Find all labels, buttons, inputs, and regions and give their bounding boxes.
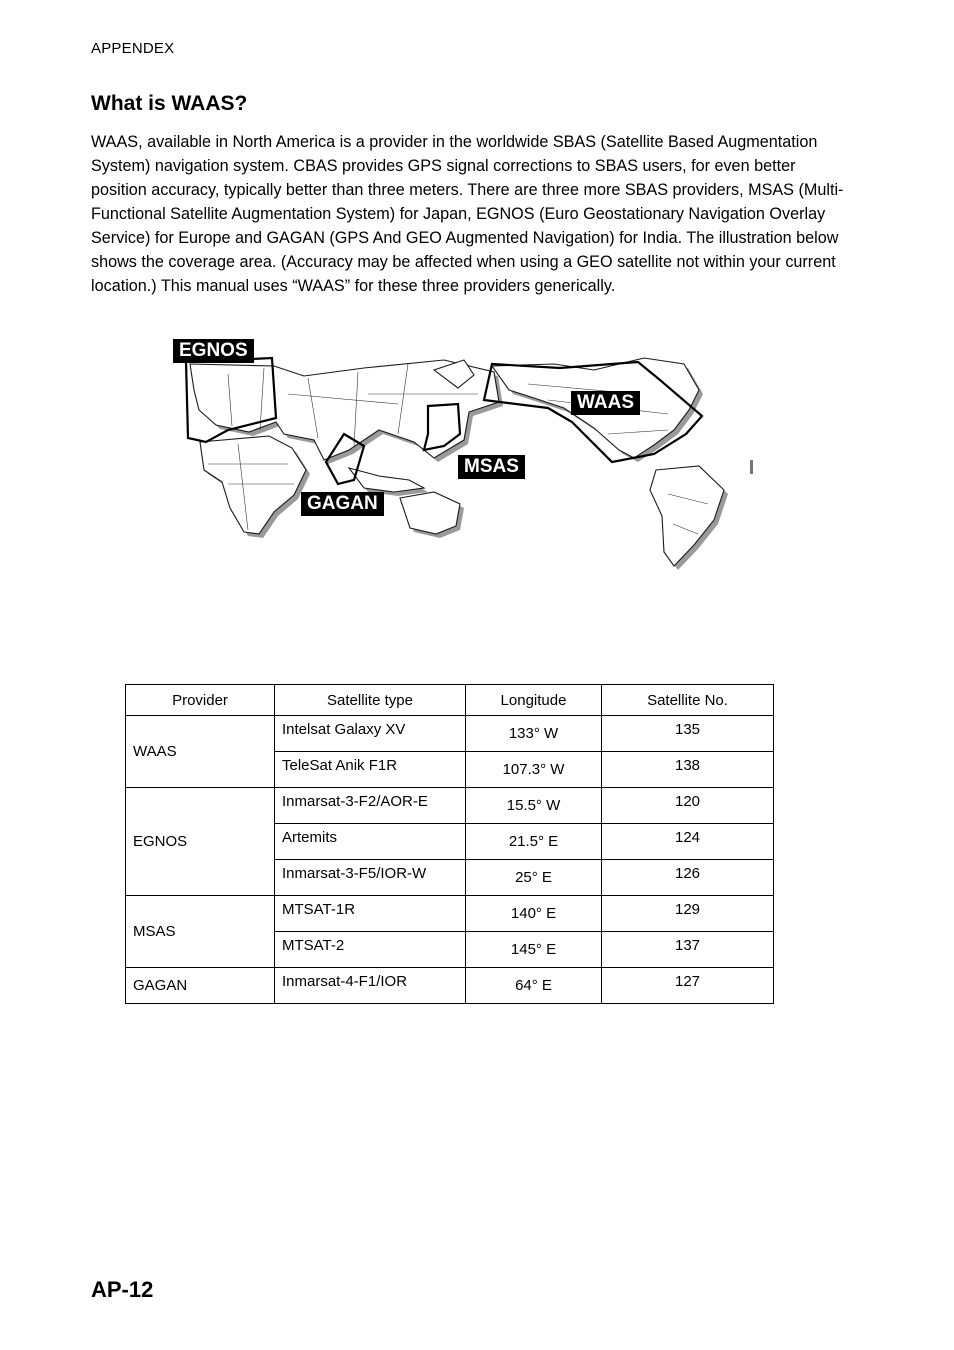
longitude-cell: 21.5° E [466,824,602,860]
table-row [126,716,774,752]
egnos-label: EGNOS [173,339,254,363]
land-masses [190,358,724,566]
sbas-satellite-table [125,684,774,1004]
waas-label: WAAS [571,391,640,415]
table-row [126,896,774,932]
longitude-cell: 15.5° W [466,788,602,824]
table-row [126,788,774,824]
provider-cell: MSAS [126,896,275,968]
header-satellite-type: Satellite type [275,685,466,716]
longitude-cell: 64° E [466,968,602,1004]
provider-cell: WAAS [126,716,275,788]
msas-label: MSAS [458,455,525,479]
header-satellite-no: Satellite No. [602,685,774,716]
provider-cell: GAGAN [126,968,275,1004]
longitude-cell: 107.3° W [466,752,602,788]
satellite-type-cell: Inmarsat-3-F2/AOR-E [275,788,466,824]
satellite-type-cell: Artemits [275,824,466,860]
satellite-no-cell: 126 [602,860,774,896]
section-title: What is WAAS? [91,92,248,115]
satellite-type-cell: Inmarsat-3-F5/IOR-W [275,860,466,896]
longitude-cell: 133° W [466,716,602,752]
satellite-no-cell: 120 [602,788,774,824]
satellite-type-cell: Inmarsat-4-F1/IOR [275,968,466,1004]
gagan-label: GAGAN [301,492,384,516]
longitude-cell: 25° E [466,860,602,896]
intro-paragraph: WAAS, available in North America is a provider in the worldwide SBAS (Satellite Based Augmentation System) navigation system. CBAS provides GPS signal corrections to SBAS users, for even better position accuracy, typically better than three meters. There are three more SBAS providers, MSAS (Multi-Functional Satellite Augmentation System) for Japan, EGNOS (Euro Geostationary Navigation Overlay Service) for Europe and GAGAN (GPS And GEO Augmented Navigation) for India. The illustration below shows the coverage area. (Accuracy may be affected when using a GEO satellite not within your current location.) This manual uses “WAAS” for these three providers generically. [91,133,844,295]
longitude-cell: 140° E [466,896,602,932]
satellite-no-cell: 129 [602,896,774,932]
table-row [126,968,774,1004]
header-longitude: Longitude [466,685,602,716]
satellite-no-cell: 138 [602,752,774,788]
satellite-type-cell: MTSAT-1R [275,896,466,932]
table-header-row [126,685,774,716]
page-number: AP-12 [91,1277,154,1302]
map-edge-marker [750,460,753,474]
page-header: APPENDEX [91,40,175,57]
satellite-type-cell: TeleSat Anik F1R [275,752,466,788]
longitude-cell: 145° E [466,932,602,968]
coverage-map [168,334,754,576]
satellite-no-cell: 127 [602,968,774,1004]
header-provider: Provider [126,685,275,716]
satellite-type-cell: Intelsat Galaxy XV [275,716,466,752]
satellite-no-cell: 137 [602,932,774,968]
satellite-no-cell: 135 [602,716,774,752]
satellite-no-cell: 124 [602,824,774,860]
satellite-type-cell: MTSAT-2 [275,932,466,968]
provider-cell: EGNOS [126,788,275,896]
